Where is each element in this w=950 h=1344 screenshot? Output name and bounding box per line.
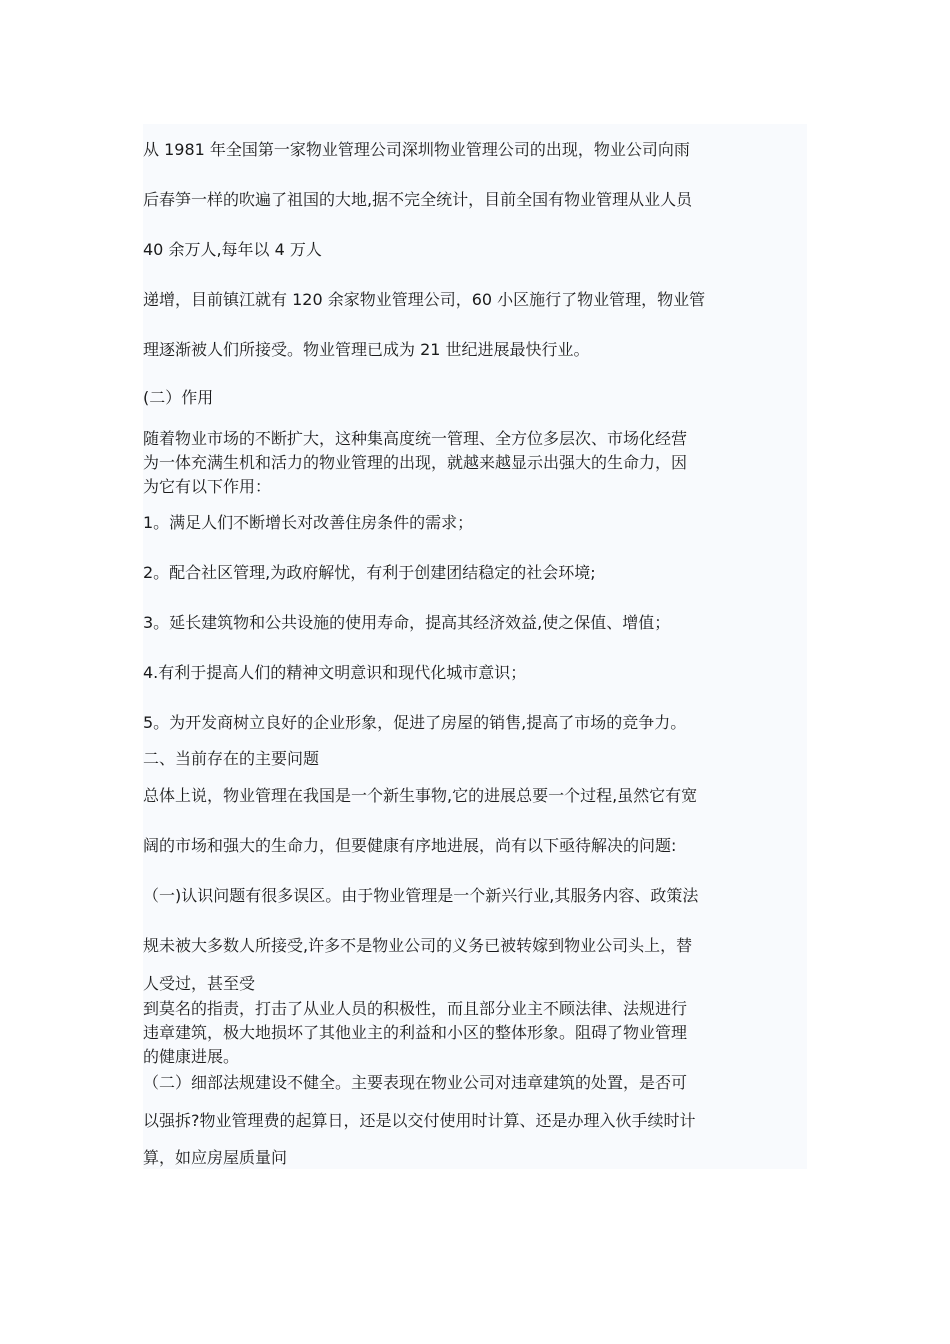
text-line: 为一体充满生机和活力的物业管理的出现，就越来越显示出强大的生命力，因 <box>143 453 688 472</box>
text-line: 从 1981 年全国第一家物业管理公司深圳物业管理公司的出现，物业公司向雨 <box>143 140 690 159</box>
text-line: 随着物业市场的不断扩大，这种集高度统一管理、全方位多层次、市场化经营 <box>143 429 688 448</box>
text-line: 以强拆?物业管理费的起算日，还是以交付使用时计算、还是办理入伙手续时计 <box>143 1111 696 1130</box>
text-line: 总体上说，物业管理在我国是一个新生事物,它的进展总要一个过程,虽然它有宽 <box>143 786 698 805</box>
text-line: 人受过，甚至受 <box>143 974 256 993</box>
text-line: 递增，目前镇江就有 120 余家物业管理公司，60 小区施行了物业管理，物业管 <box>143 290 706 309</box>
text-line: 后春笋一样的吹遍了祖国的大地,据不完全统计，目前全国有物业管理从业人员 <box>143 190 693 209</box>
text-line: 理逐渐被人们所接受。物业管理已成为 21 世纪进展最快行业。 <box>143 340 590 359</box>
text-line: 为它有以下作用： <box>143 477 272 496</box>
text-line: 40 余万人,每年以 4 万人 <box>143 240 322 259</box>
list-item: 4.有利于提高人们的精神文明意识和现代化城市意识； <box>143 663 527 682</box>
text-line: 阔的市场和强大的生命力，但要健康有序地进展，尚有以下亟待解决的问题: <box>143 836 677 855</box>
text-line: 规未被大多数人所接受,许多不是物业公司的义务已被转嫁到物业公司头上，替 <box>143 936 693 955</box>
text-line: 到莫名的指责，打击了从业人员的积极性，而且部分业主不顾法律、法规进行 <box>143 999 688 1018</box>
text-line: 的健康进展。 <box>143 1047 240 1066</box>
list-item: 1。满足人们不断增长对改善住房条件的需求； <box>143 513 474 532</box>
document-body <box>143 124 807 1169</box>
text-line: （二）细部法规建设不健全。主要表现在物业公司对违章建筑的处置，是否可 <box>143 1073 688 1092</box>
text-line: （一)认识问题有很多误区。由于物业管理是一个新兴行业,其服务内容、政策法 <box>143 886 699 905</box>
text-line: 违章建筑，极大地损坏了其他业主的利益和小区的整体形象。阻碍了物业管理 <box>143 1023 688 1042</box>
section-heading: (二）作用 <box>143 388 214 407</box>
list-item: 5。为开发商树立良好的企业形象，促进了房屋的销售,提高了市场的竞争力。 <box>143 713 687 732</box>
section-heading: 二、当前存在的主要问题 <box>143 749 320 768</box>
list-item: 3。延长建筑物和公共设施的使用寿命，提高其经济效益,使之保值、增值； <box>143 613 671 632</box>
list-item: 2。配合社区管理,为政府解忧，有利于创建团结稳定的社会环境; <box>143 563 596 582</box>
text-line: 算，如应房屋质量问 <box>143 1148 288 1167</box>
